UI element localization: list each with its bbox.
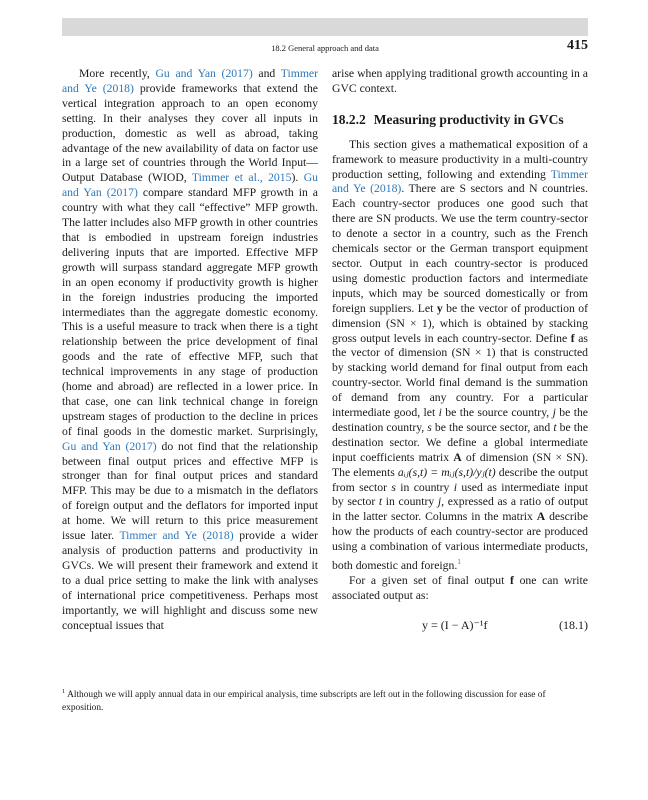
left-paragraph bbox=[62, 67, 318, 633]
page-number: 415 bbox=[567, 38, 588, 53]
body-text: compare standard MFP growth in a country with what they call “effective” MFP growth. The latter includes also MFP growth in other countries that is embodied in upstream foreign industries delivering inputs that are imported. Effective MFP growth will surpass standard aggregate MFP growth in an open economy if productivity growth is higher in the foreign industries producing the imported intermediates than the aggregate domestic economy. This is a useful measure to track when there is a tight relationship between the price development of final goods and the rate of effective MFP, such that technical improvements in any stage of production (home and abroad) are reflected in a lower price. In that case, one can link technical change in foreign upstream stages of production to the decline in prices of final goods in the domestic market. Surprisingly, bbox=[62, 186, 318, 438]
continuation-paragraph: arise when applying traditional growth accounting in a GVC context. bbox=[332, 67, 588, 95]
body-paragraph: This section gives a mathematical exposition of a framework to measure productivity in a multi-country production setting, following and extending Timmer and Ye (2018). There are S sectors and N countries. Each country-sector produces one good such that there are SN products. We use the term country-sector to denote a sector in a country, such as the French chemicals sector or the German transport equipment sector. Output in each country-sector is produced using domestic production factors and intermediate inputs, which may be sourced domestically or from foreign suppliers. Let y be the vector of production of dimension (SN × 1), which is obtained by stacking gross output levels in each country-sector. Define f as the vector of dimension (SN × 1) that is constructed by stacking world demand for final output from each country-sector. World final demand is the summation of demand from any country. For a particular intermediate good, let i be the source country, j be the destination country, s be the source sector, and t be the destination sector. We define a global intermediate input coefficients matrix A of dimension (SN × SN). The elements aᵢⱼ(s,t) = mᵢⱼ(s,t)/yⱼ(t) describe the output from sector s in country i used as intermediate input by sector t in country j, expressed as a ratio of output in the latter sector. Columns in the matrix A describe how the products of each country-sector are produced using a combination of various intermediate products, both domestic and foreign.$^1$ bbox=[332, 137, 589, 572]
body-text: provide frameworks that extend the vertical integration approach to an open economy setting. In their analyses they cover all inputs in production, domestic as well as abroad, taking advantage of the new availability of data on factor use in a large set of countries through the World Input—Output Database (WIOD, bbox=[62, 81, 318, 185]
body-text: and bbox=[252, 67, 281, 80]
body-text: do not find that the relationship between final output prices and effective MFP is stronger than for final output prices and standard MFP. This may be due to a mismatch in the deflators of foreign output and the deflators for imported input at home. We will return to this price measurement issue later. bbox=[62, 439, 319, 543]
running-head bbox=[62, 40, 588, 58]
citation-link[interactable]: Timmer and Ye (2018) bbox=[119, 529, 234, 543]
citation-link[interactable]: Timmer and Ye (2018) bbox=[62, 67, 318, 95]
equation-intro-paragraph: For a given set of final output f one can write associated output as: bbox=[332, 573, 588, 602]
citation-link[interactable]: Gu and Yan (2017) bbox=[62, 439, 157, 453]
right-column bbox=[332, 67, 588, 642]
coefficient-formula: aᵢⱼ(s,t) = mᵢⱼ(s,t)/yⱼ(t) bbox=[397, 465, 496, 479]
header-bar bbox=[62, 18, 588, 36]
citation-link[interactable]: Timmer and Ye (2018) bbox=[332, 167, 588, 196]
footnote bbox=[62, 686, 588, 714]
section-heading bbox=[332, 113, 588, 128]
body-text: provide a wider analysis of production patterns and productivity in GVCs. We will present their framework and extend it to a dual price setting to make the link with analyses of international price competitiveness. Perhaps most importantly, we will highlight and discuss some new conceptual issues that bbox=[62, 529, 318, 632]
left-column bbox=[62, 67, 318, 633]
body-text: More recently, bbox=[79, 67, 156, 80]
footnote-text: Although we will apply annual data in our empirical analysis, time subscripts are left out in the following discussion for ease of exposition. bbox=[62, 690, 546, 713]
citation-link[interactable]: Gu and Yan (2017) bbox=[155, 67, 253, 80]
equation: y = (I − A)⁻¹f bbox=[422, 617, 488, 632]
body-text: ). bbox=[291, 171, 304, 185]
equation-block bbox=[332, 612, 588, 642]
equation-number: (18.1) bbox=[559, 617, 588, 632]
citation-link[interactable]: Gu and Yan (2017) bbox=[62, 171, 318, 200]
running-head-title: 18.2 General approach and data bbox=[271, 43, 379, 53]
citation-link[interactable]: Timmer et al., 2015 bbox=[191, 171, 292, 185]
section-number: 18.2.2 bbox=[332, 111, 366, 127]
footnote-reference[interactable]: 1 bbox=[457, 557, 462, 567]
footnote-mark: 1 bbox=[62, 688, 66, 695]
section-title: Measuring productivity in GVCs bbox=[373, 111, 564, 127]
